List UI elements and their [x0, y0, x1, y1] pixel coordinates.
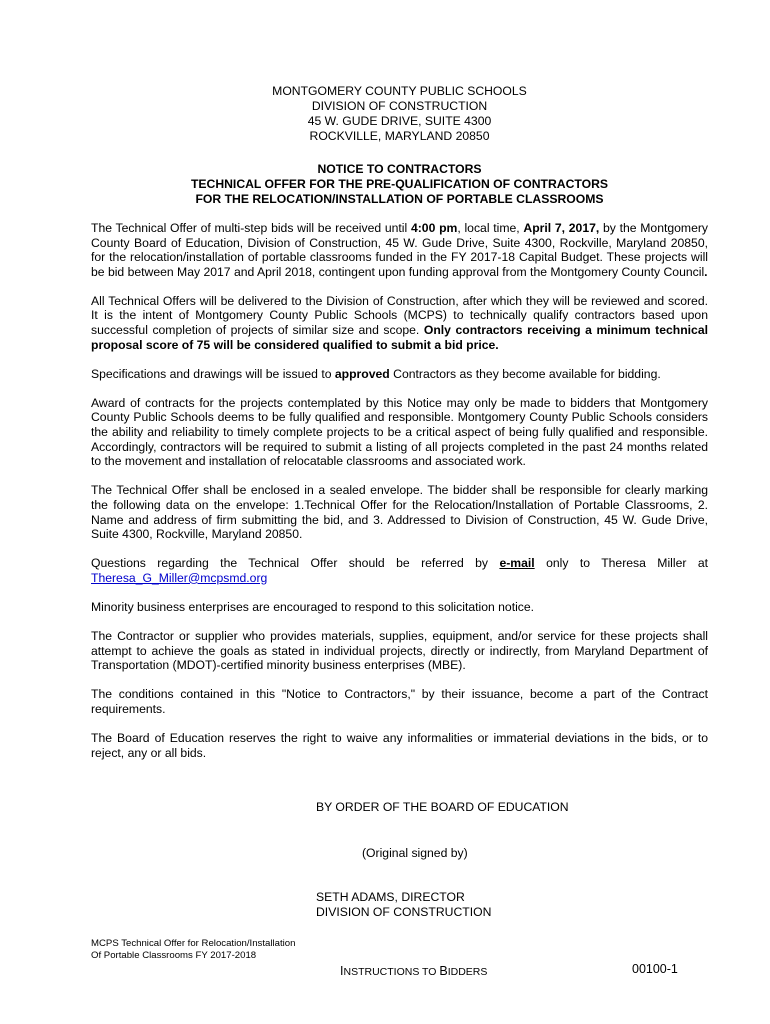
- p1-period: .: [704, 264, 708, 279]
- notice-title: [91, 162, 708, 207]
- footer-left-line1: MCPS Technical Offer for Relocation/Installation: [91, 938, 296, 949]
- p1-text-c: by the Montgomery County Board of Education, Division of Construction, 45 W. Gude Drive, Suite 4300, Rockville, Maryland 20850, for the relocation/installation of portable classrooms funded in the FY 2017-18 Capital Budget. These projects will be bid between May 2017 and April 2018, contingent upon funding approval from the Montgomery County Council: [91, 221, 708, 279]
- p3-bold: approved: [334, 366, 390, 381]
- letterhead-street: 45 W. GUDE DRIVE, SUITE 4300: [307, 114, 492, 128]
- document-body: [91, 84, 708, 760]
- footer-instructions: NSTRUCTIONS TO: [343, 966, 440, 978]
- notice-title-line1: NOTICE TO CONTRACTORS: [317, 162, 482, 176]
- paragraph-conditions: The conditions contained in this "Notice to Contractors," by their issuance, become a part of the Contract requirements.: [91, 687, 708, 716]
- p3-text-a: Specifications and drawings will be issued to: [91, 366, 335, 381]
- paragraph-questions: [91, 556, 708, 585]
- signature-division: DIVISION OF CONSTRUCTION: [316, 905, 492, 919]
- signature-signed: (Original signed by): [362, 846, 468, 860]
- footer-initial-i: I: [340, 964, 344, 978]
- paragraph-waive: The Board of Education reserves the right to waive any informalities or immaterial deviations in the bids, or to reject, any or all bids.: [91, 730, 708, 760]
- paragraph-mbe: The Contractor or supplier who provides materials, supplies, equipment, and/or service for these projects shall attempt to achieve the goals as stated in individual projects, directly or indirectly, from Maryland Department of Transportation (MDOT)-certified minority business enterprises (MBE).: [91, 628, 708, 673]
- signature-name: SETH ADAMS, DIRECTOR: [316, 890, 465, 904]
- letterhead: [91, 84, 708, 144]
- p2-bold: Only contractors receiving a minimum technical proposal score of 75 will be considered qualified to submit a bid price.: [91, 323, 708, 352]
- email-link[interactable]: Theresa_G_Miller@mcpsmd.org: [91, 570, 268, 585]
- letterhead-org: MONTGOMERY COUNTY PUBLIC SCHOOLS: [272, 84, 527, 98]
- letterhead-division: DIVISION OF CONSTRUCTION: [311, 99, 488, 113]
- p3-text-b: Contractors as they become available for bidding.: [389, 366, 661, 381]
- paragraph-specifications: [91, 367, 708, 382]
- notice-title-line3: FOR THE RELOCATION/INSTALLATION OF PORTABLE CLASSROOMS: [195, 192, 604, 206]
- p6-email-word: e-mail: [499, 556, 535, 571]
- footer-bidders: IDDERS: [447, 966, 488, 978]
- p1-text-a: The Technical Offer of multi-step bids will be received until: [91, 221, 411, 235]
- p2-text: All Technical Offers will be delivered to the Division of Construction, after which they will be reviewed and scored. It is the intent of Montgomery County Public Schools (MCPS) to technically qualify contractors based upon successful completion of projects of similar size and scope.: [91, 293, 708, 338]
- page-number: 00100-1: [632, 962, 678, 976]
- p1-date: April 7, 2017,: [523, 221, 600, 235]
- paragraph-delivery: [91, 294, 708, 352]
- footer-document-title: [91, 938, 295, 962]
- footer-initial-b: B: [439, 964, 448, 978]
- paragraph-award: Award of contracts for the projects contemplated by this Notice may only be made to bidders that Montgomery County Public Schools deems to be fully qualified and responsible. Montgomery County Public Schools considers the ability and reliability to timely complete projects to be a critical aspect of being fully qualified and responsible. Accordingly, contractors will be required to submit a listing of all projects completed in the past 24 months related to the movement and installation of relocatable classrooms and associated work.: [91, 395, 708, 469]
- footer-left-line2: Of Portable Classrooms FY 2017-2018: [91, 950, 257, 961]
- p6-text-b: only to Theresa Miller at: [534, 556, 708, 571]
- signature-order: BY ORDER OF THE BOARD OF EDUCATION: [316, 800, 569, 814]
- signature-block: [316, 890, 716, 920]
- letterhead-city: ROCKVILLE, MARYLAND 20850: [309, 129, 490, 143]
- p1-time: 4:00 pm: [410, 221, 458, 235]
- notice-title-line2: TECHNICAL OFFER FOR THE PRE-QUALIFICATION OF CONTRACTORS: [190, 177, 609, 191]
- p6-text-a: Questions regarding the Technical Offer should be referred by: [91, 556, 500, 571]
- paragraph-envelope: The Technical Offer shall be enclosed in a sealed envelope. The bidder shall be responsible for clearly marking the following data on the envelope: 1.Technical Offer for the Relocation/Installation of Portable Classrooms, 2. Name and address of firm submitting the bid, and 3. Addressed to Division of Construction, 45 W. Gude Drive, Suite 4300, Rockville, Maryland 20850.: [91, 483, 708, 542]
- footer-section-title: [340, 964, 487, 978]
- p1-text-b: , local time,: [457, 221, 524, 235]
- paragraph-receipt: [91, 221, 708, 279]
- paragraph-minority: Minority business enterprises are encouraged to respond to this solicitation notice.: [91, 599, 535, 614]
